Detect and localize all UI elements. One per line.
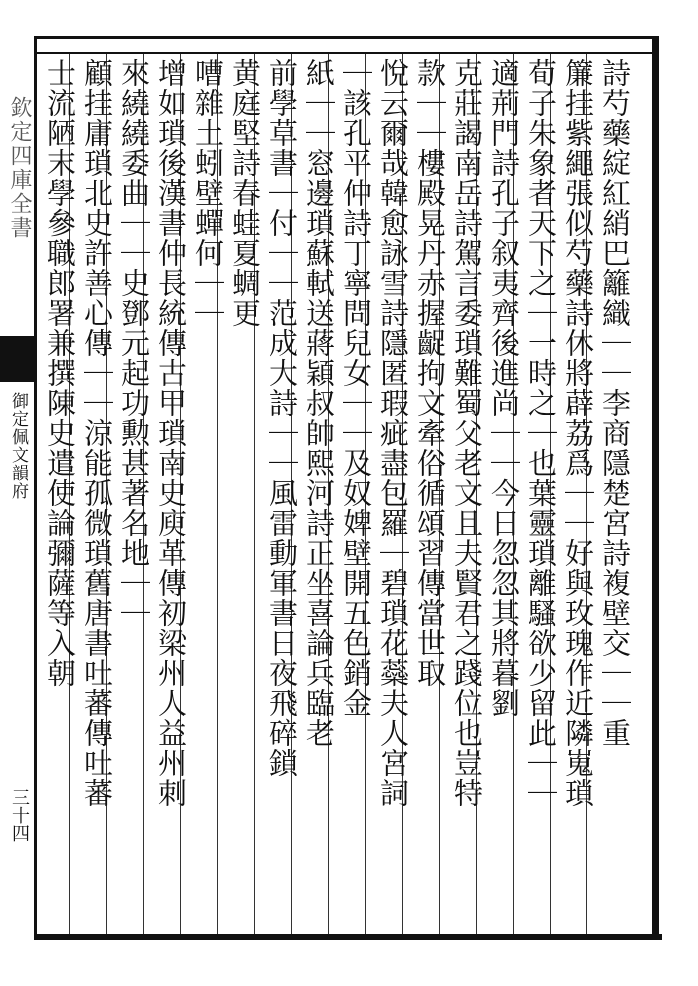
text-column-7: 悅云爾哉韓愈詠雪詩隱匿瑕疵盡包羅｜碧瑣花蘂夫人宮詞 — [376, 58, 410, 808]
text-column-2: 簾挂紫繩張似芍藥詩休將薜荔爲｜｜好與玫瑰作近隣嵬瑣 — [561, 58, 595, 808]
text-column-3: 荀子朱象者天下之｜一時之｜也葉靈瑣離騷欲少留此｜｜ — [524, 58, 558, 808]
top-rule — [36, 52, 654, 54]
text-column-15: 顧挂庸瑣北史許善心傳｜｜涼能孤微瑣舊唐書吐蕃傳吐蕃 — [80, 58, 114, 808]
text-column-16: 士流陋末學參職郎署兼撰陳史遣使論彌薩等入朝 — [43, 58, 77, 688]
section-title: 御定佩文韻府 — [8, 392, 28, 500]
text-column-4: 適荊門詩孔子叙夷齊後進尚｜｜今日忽忽其將暮劉 — [487, 58, 521, 718]
page-frame-right — [652, 36, 659, 940]
page-margin — [0, 36, 34, 940]
text-column-11: 黄庭堅詩春蛙夏蜩更 — [228, 58, 262, 328]
page-frame-bottom — [34, 934, 662, 940]
book-title: 欽定四庫全書 — [7, 96, 32, 240]
text-column-8: ｜該孔平仲詩丁寧問兒女｜｜及奴婢壁開五色銷金 — [339, 58, 373, 718]
text-column-12: 嘈雜土蚓壁蟬何｜｜ — [191, 58, 225, 328]
text-column-13: 增如瑣後漢書仲長統傳古甲瑣南史庾革傳初梁州人益州刺 — [154, 58, 188, 808]
text-column-5: 克莊謁南岳詩駕言委瑣難蜀父老文且夫賢君之踐位也豈特 — [450, 58, 484, 808]
text-column-10: 前學草書｜付｜｜范成大詩｜｜風雷動軍書日夜飛碎鎖 — [265, 58, 299, 778]
page-number: 三十四 — [9, 788, 30, 842]
text-column-6: 款｜｜樓殿晃丹赤握齪拘文牽俗循頌習傳當世取 — [413, 58, 447, 688]
margin-fishtail — [0, 336, 34, 382]
text-column-9: 紙｜｜窓邊瑣蘇軾送蔣穎叔帥熙河詩正坐喜論兵臨老 — [302, 58, 336, 748]
text-column-14: 來繞繞委曲｜｜史鄧元起功勲甚著名地｜｜ — [117, 58, 151, 628]
text-column-1: 詩芍藥綻紅綃巴籬織｜｜李商隱楚宮詩複壁交｜｜重 — [598, 58, 632, 748]
